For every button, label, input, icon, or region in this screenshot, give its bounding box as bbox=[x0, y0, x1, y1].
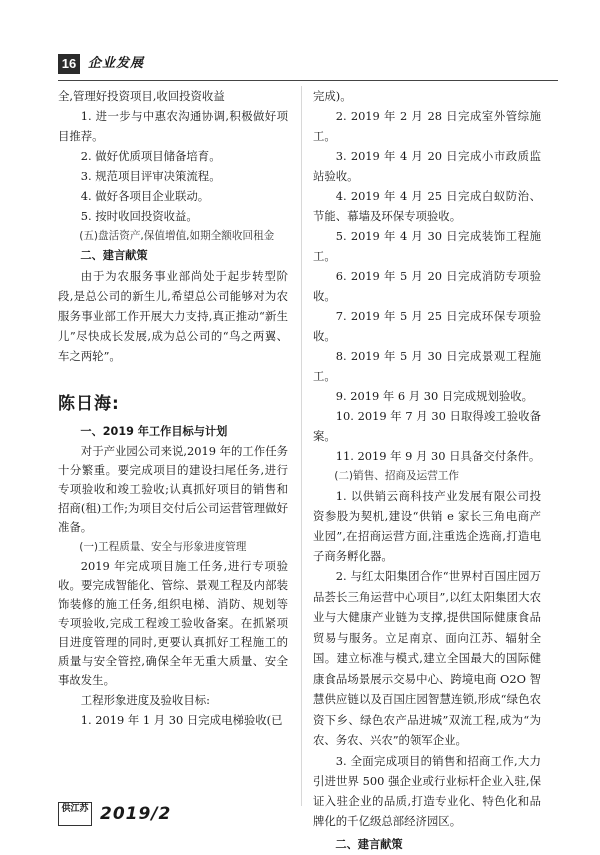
page-footer bbox=[58, 802, 258, 830]
list-item: 6. 2019 年 5 月 20 日完成消防专项验收。 bbox=[313, 269, 541, 303]
list-item: 1. 进一步与中惠农沟通协调,积极做好项目推荐。 bbox=[58, 109, 288, 143]
section-heading: 一、2019 年工作目标与计划 bbox=[80, 425, 228, 438]
subheading: (二)销售、招商及运营工作 bbox=[334, 470, 459, 482]
list-item: 4. 做好各项目企业联动。 bbox=[80, 189, 210, 203]
list-item: 3. 2019 年 4 月 20 日完成小市政质监站验收。 bbox=[313, 149, 541, 183]
paragraph: 由于为农服务事业部尚处于起步转型阶段,是总公司的新生儿,希望总公司能够对为农服务事业部工作开展大力支持,真正推动“新生儿”尽快成长发展,成为总公司的“鸟之两翼、车之两轮”。 bbox=[58, 269, 288, 363]
section-heading: 二、建言献策 bbox=[335, 837, 403, 851]
right-column bbox=[313, 86, 541, 855]
list-item: 10. 2019 年 7 月 30 日取得竣工验收备案。 bbox=[313, 409, 541, 443]
subheading: (五)盘活资产,保值增值,如期全额收回租金 bbox=[79, 230, 275, 242]
paragraph: 全,管理好投资项目,收回投资收益 bbox=[58, 89, 225, 103]
list-item: 2. 2019 年 2 月 28 日完成室外管综施工。 bbox=[313, 109, 541, 143]
paragraph: 2. 与红太阳集团合作“世界村百国庄园万品荟长三角运营中心项目”,以红太阳集团大农业与大健康产业链为支撑,提供国际健康食品贸易与服务。立足南京、面向江苏、辐射全国。建立标准与模式,建立全国最大的国际健康食品场景展示交易中心、跨境电商 O2O 智慧供应链以及百国庄园智慧连锁,形成“绿色农资下乡、绿色农产品进城”双流工程,成为“为农、务农、兴农”的领军企业。 bbox=[313, 569, 541, 747]
page-header bbox=[58, 54, 558, 78]
paragraph: 3. 全面完成项目的销售和招商工作,大力引进世界 500 强企业或行业标杆企业入驻,保证入驻企业的品质,打造专业化、特色化和品牌化的千亿级总部经济园区。 bbox=[313, 753, 541, 828]
paragraph: 工程形象进度及验收目标: bbox=[80, 693, 210, 707]
list-item: 4. 2019 年 4 月 25 日完成白蚁防治、节能、幕墙及环保专项验收。 bbox=[313, 189, 541, 223]
paragraph: 2019 年完成项目施工任务,进行专项验收。要完成智能化、管综、景观工程及内部装饰装修的施工任务,组织电梯、消防、规划等专项验收,完成工程竣工验收备案。在抓紧项目进度管理的同时,更要认真抓好工程施工的质量与安全管控,确保全年无重大质量、安全事故发生。 bbox=[58, 559, 288, 687]
paragraph: 对于产业园公司来说,2019 年的工作任务十分繁重。要完成项目的建设扫尾任务,进行专项验收和竣工验收;认真抓好项目的销售和招商(租)工作;为项目交付后公司运营管理做好准备。 bbox=[58, 444, 288, 534]
paragraph: 1. 以供销云商科技产业发展有限公司投资参股为契机,建设“供销 e 家长三角电商产业园”,在招商运营方面,注重选企选商,打造电子商务孵化器。 bbox=[313, 489, 541, 563]
issue-number: 2019/2 bbox=[100, 804, 172, 824]
list-item: 7. 2019 年 5 月 25 日完成环保专项验收。 bbox=[313, 309, 541, 343]
list-item: 1. 2019 年 1 月 30 日完成电梯验收(已 bbox=[80, 713, 283, 727]
list-item: 5. 按时收回投资收益。 bbox=[80, 209, 198, 223]
list-item: 11. 2019 年 9 月 30 日具备交付条件。 bbox=[335, 449, 541, 463]
header-rule bbox=[58, 80, 558, 81]
subheading: (一)工程质量、安全与形象进度管理 bbox=[79, 541, 247, 553]
magazine-logo: 供江苏 bbox=[58, 802, 92, 826]
left-column bbox=[58, 86, 288, 730]
list-item: 9. 2019 年 6 月 30 日完成规划验收。 bbox=[335, 389, 534, 403]
list-item: 5. 2019 年 4 月 30 日完成装饰工程施工。 bbox=[313, 229, 541, 263]
column-divider bbox=[301, 86, 302, 806]
list-item: 3. 规范项目评审决策流程。 bbox=[80, 169, 221, 183]
section-heading: 二、建言献策 bbox=[80, 249, 148, 262]
paragraph: 完成)。 bbox=[313, 89, 352, 103]
list-item: 2. 做好优质项目储备培育。 bbox=[80, 149, 221, 163]
speaker-name: 陈日海: bbox=[58, 394, 120, 414]
page-number: 16 bbox=[58, 54, 80, 74]
list-item: 8. 2019 年 5 月 30 日完成景观工程施工。 bbox=[313, 349, 541, 383]
section-title: 企业发展 bbox=[88, 56, 145, 71]
